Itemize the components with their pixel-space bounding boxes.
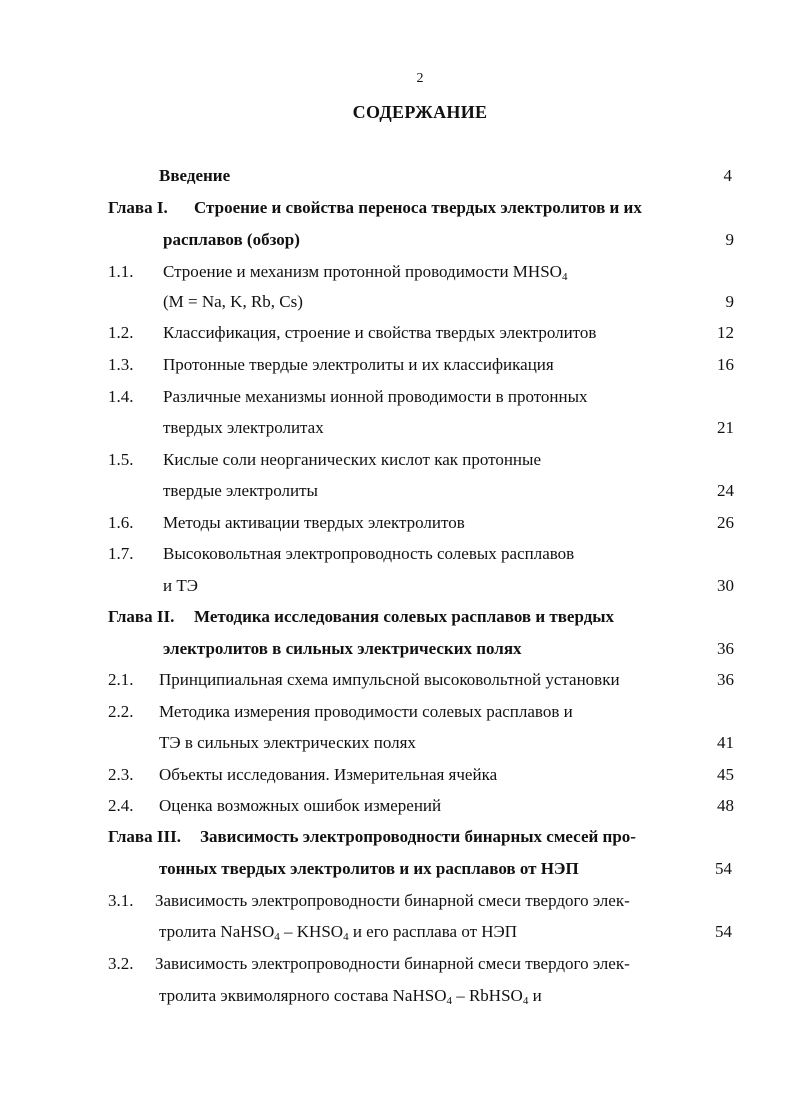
toc-1-1-number: 1.1.: [108, 262, 134, 281]
toc-2-1-page: 36: [717, 670, 734, 689]
toc-1-1-line1: Строение и механизм протонной проводимости $MHSO_4$: [163, 262, 568, 283]
toc-1-3-page: 16: [717, 355, 734, 374]
toc-1-3-line1: Протонные твердые электролиты и их классификация: [163, 355, 554, 374]
toc-2-3-page: 45: [717, 765, 734, 784]
toc-1-5-page: 24: [717, 481, 734, 500]
toc-2-3-line1: Объекты исследования. Измерительная ячейка: [159, 765, 498, 784]
toc-3-1-line1: Зависимость электропроводности бинарной смеси твердого элек-: [155, 891, 630, 910]
toc-1-5-line2: твердые электролиты: [163, 481, 318, 500]
page-number: 2: [416, 71, 424, 86]
toc-2-1-line1: Принципиальная схема импульсной высоковольтной установки: [159, 670, 620, 689]
toc-3-2-line2: тролита эквимолярного состава NaHSO$_4$ – RbHSO$_4$ и: [159, 986, 542, 1007]
toc-1-7-page: 30: [717, 576, 734, 595]
toc-ch1-page: 9: [725, 230, 734, 249]
toc-ch2-line1: Методика исследования солевых расплавов и твердых: [194, 607, 615, 626]
toc-ch1-line1: Строение и свойства переноса твердых электролитов и их: [194, 198, 642, 217]
toc-1-5-line1: Кислые соли неорганических кислот как протонные: [163, 450, 542, 469]
toc-2-2-line2: ТЭ в сильных электрических полях: [159, 733, 416, 752]
toc-1-5-number: 1.5.: [108, 450, 134, 469]
toc-3-1-line2: тролита NaHSO$_4$ – $KHSO_4$ и его расплава от НЭП: [159, 922, 518, 943]
toc-2-4-line1: Оценка возможных ошибок измерений: [159, 796, 442, 815]
toc-1-3-number: 1.3.: [108, 355, 134, 374]
toc-1-7-line1: Высоковольтная электропроводность солевых расплавов: [163, 544, 575, 563]
toc-1-4-line1: Различные механизмы ионной проводимости в протонных: [163, 387, 588, 406]
toc-intro-page: 4: [723, 166, 732, 185]
toc-1-6-page: 26: [717, 513, 734, 532]
toc-ch3-number: Глава III.: [108, 827, 181, 846]
toc-1-4-number: 1.4.: [108, 387, 134, 406]
toc-2-3-number: 2.3.: [108, 765, 134, 784]
toc-2-4-page: 48: [717, 796, 734, 815]
toc-1-2-line1: Классификация, строение и свойства твердых электролитов: [163, 323, 597, 342]
toc-ch1-number: Глава I.: [108, 198, 168, 217]
toc-1-1-line2: (M = Na, K, Rb, Cs): [163, 292, 303, 311]
toc-ch2-page: 36: [717, 639, 734, 658]
toc-1-4-page: 21: [717, 418, 734, 437]
toc-3-2-line1: Зависимость электропроводности бинарной смеси твердого элек-: [155, 954, 630, 973]
toc-1-4-line2: твердых электролитах: [163, 418, 324, 437]
toc-2-2-line1: Методика измерения проводимости солевых расплавов и: [159, 702, 573, 721]
toc-1-1-page: 9: [725, 292, 734, 311]
toc-2-2-page: 41: [717, 733, 734, 752]
toc-2-4-number: 2.4.: [108, 796, 134, 815]
toc-1-2-number: 1.2.: [108, 323, 134, 342]
toc-ch3-page: 54: [715, 859, 732, 878]
toc-ch2-line2: электролитов в сильных электрических полях: [163, 639, 522, 658]
toc-intro-label: Введение: [159, 166, 231, 185]
toc-3-2-number: 3.2.: [108, 954, 134, 973]
toc-ch2-number: Глава II.: [108, 607, 175, 626]
toc-1-7-number: 1.7.: [108, 544, 134, 563]
toc-2-2-number: 2.2.: [108, 702, 134, 721]
toc-ch3-line1: Зависимость электропроводности бинарных смесей про-: [200, 827, 636, 846]
toc-3-1-page: 54: [715, 922, 732, 941]
page-title: СОДЕРЖАНИЕ: [352, 102, 488, 122]
toc-1-6-line1: Методы активации твердых электролитов: [163, 513, 465, 532]
toc-1-6-number: 1.6.: [108, 513, 134, 532]
toc-2-1-number: 2.1.: [108, 670, 134, 689]
toc-ch1-line2: расплавов (обзор): [163, 230, 300, 249]
toc-1-7-line2: и ТЭ: [163, 576, 198, 595]
toc-3-1-number: 3.1.: [108, 891, 134, 910]
toc-1-2-page: 12: [717, 323, 734, 342]
toc-ch3-line2: тонных твердых электролитов и их расплавов от НЭП: [159, 859, 579, 878]
